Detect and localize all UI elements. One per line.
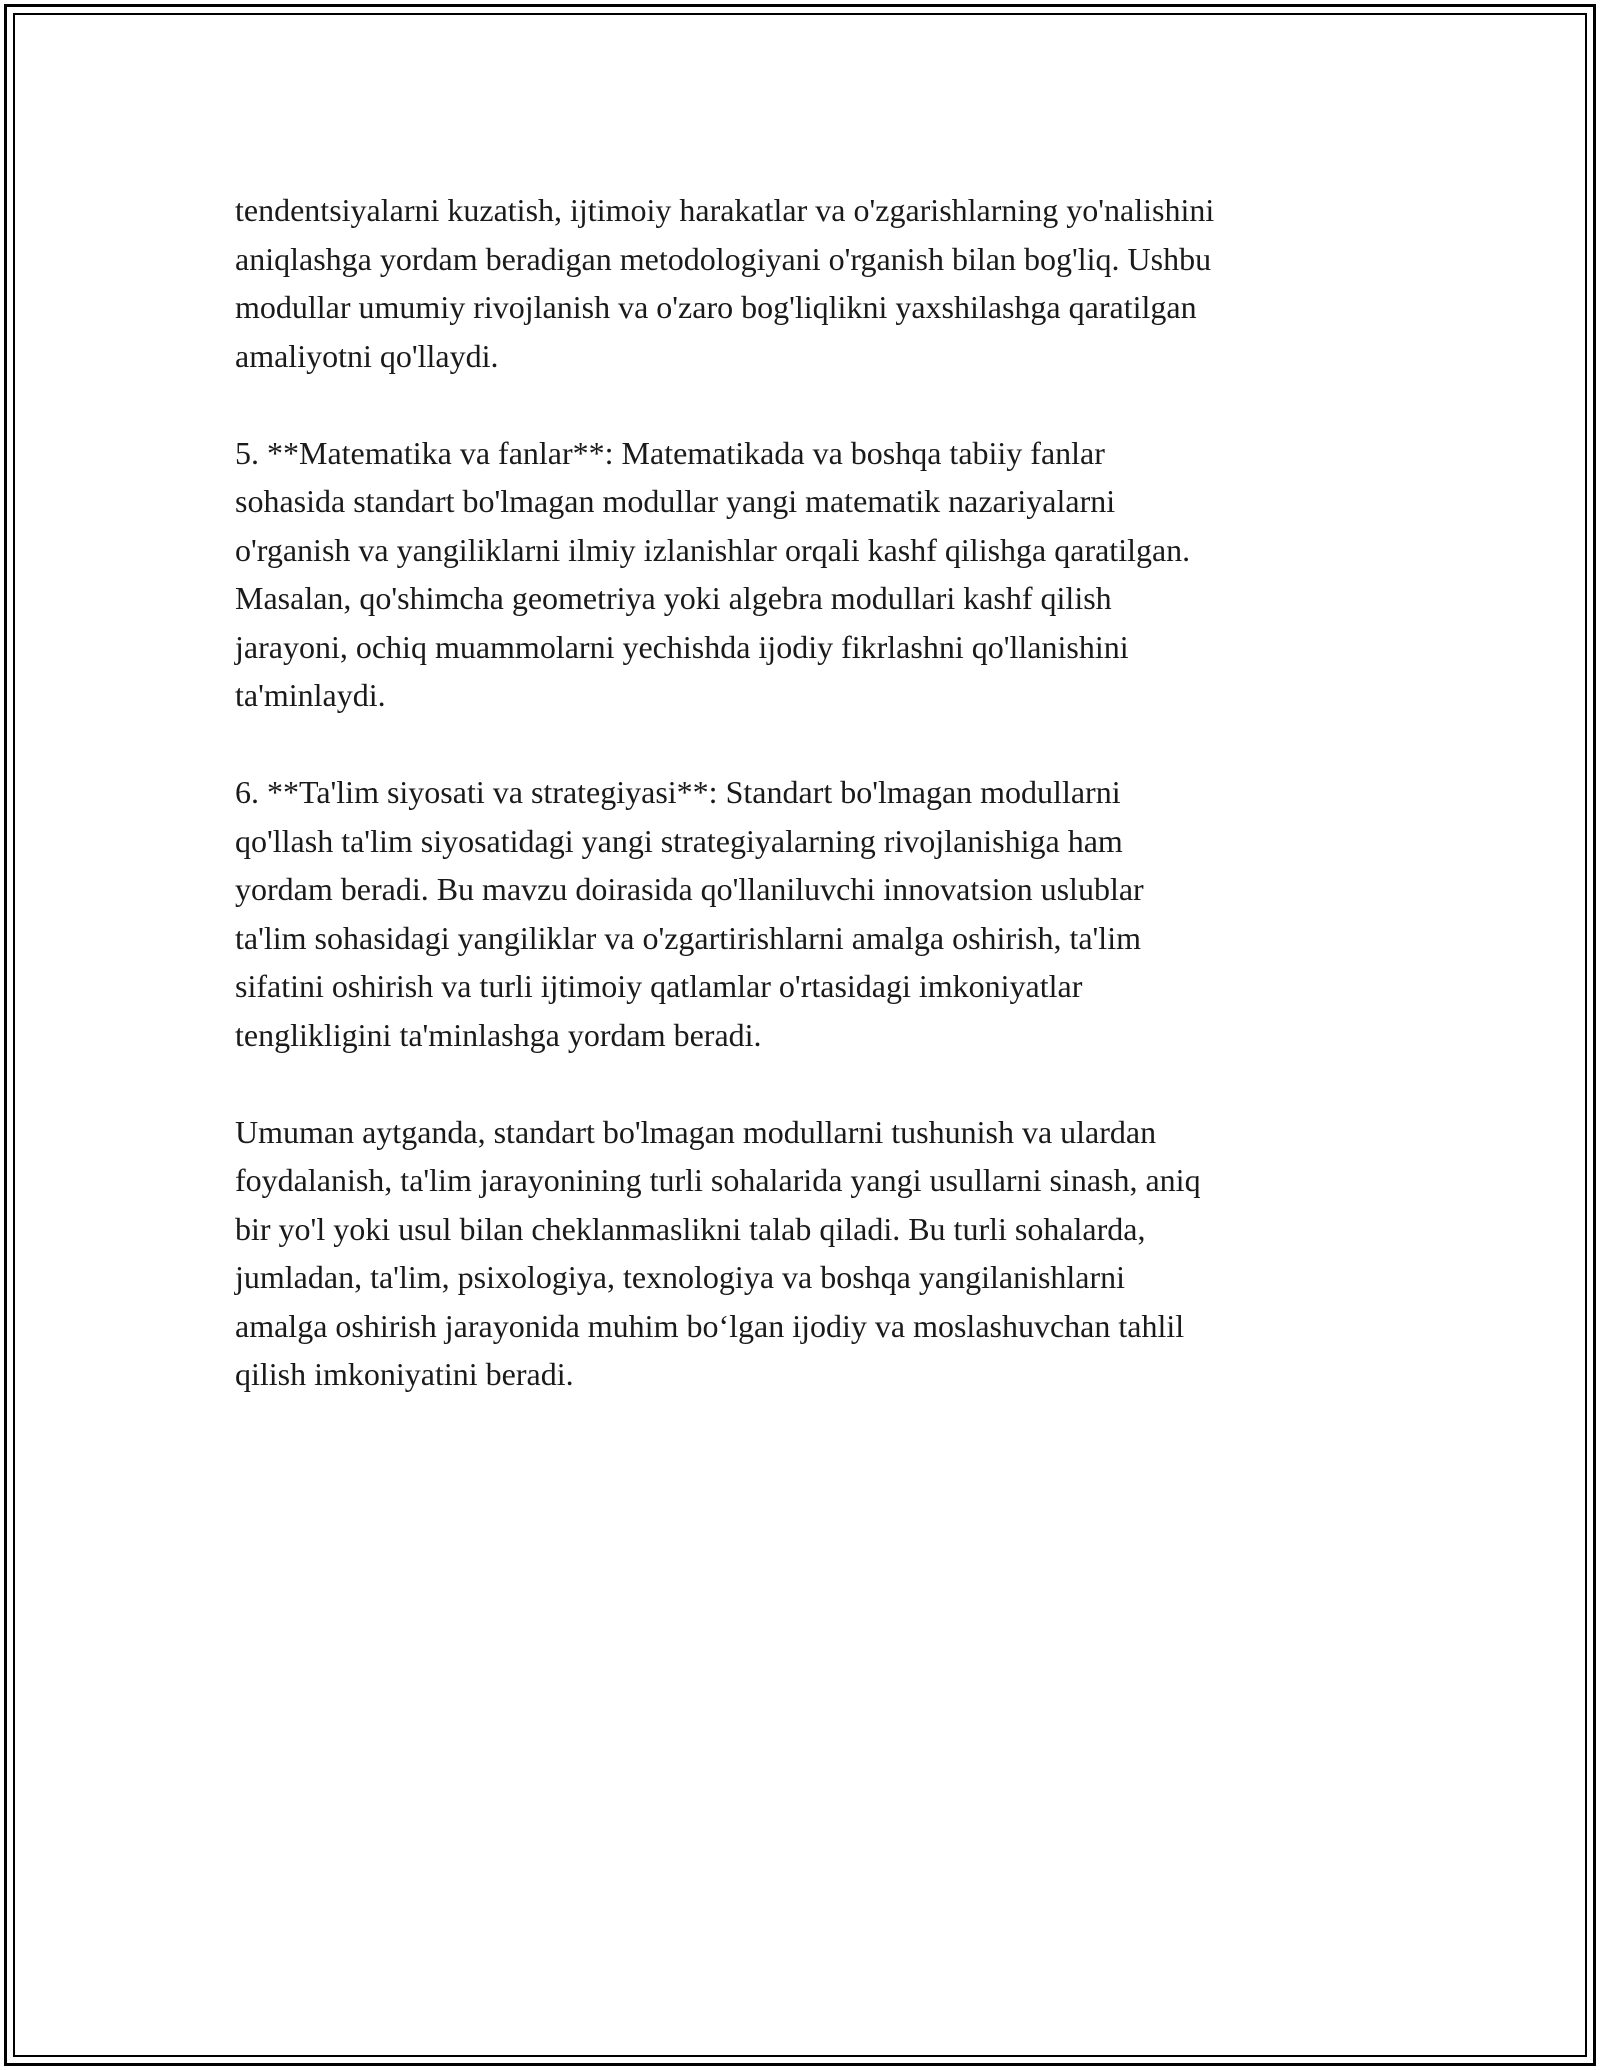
text-line: jumladan, ta'lim, psixologiya, texnologiya va boshqa yangilanishlarni: [235, 1259, 1126, 1295]
text-line: qilish imkoniyatini beradi.: [235, 1356, 574, 1392]
text-line: modullar umumiy rivojlanish va o'zaro bog'liqlikni yaxshilashga qaratilgan: [235, 289, 1197, 325]
document-body: [235, 186, 1375, 1447]
text-line: amalga oshirish jarayonida muhim bo‘lgan ijodiy va moslashuvchan tahlil: [235, 1307, 1185, 1344]
text-line: tenglikligini ta'minlashga yordam beradi.: [235, 1016, 762, 1053]
text-line: bir yo'l yoki usul bilan cheklanmaslikni talab qiladi. Bu turli sohalarda,: [235, 1210, 1146, 1247]
text-line: aniqlashga yordam beradigan metodologiyani o'rganish bilan bog'liq. Ushbu: [235, 240, 1212, 277]
text-line: o'rganish va yangiliklarni ilmiy izlanishlar orqali kashf qilishga qaratilgan.: [235, 531, 1191, 568]
text-line: 5. **Matematika va fanlar**: Matematikada va boshqa tabiiy fanlar: [235, 434, 1105, 471]
text-line: Umuman aytganda, standart bo'lmagan modullarni tushunish va ulardan: [235, 1113, 1157, 1150]
paragraph-conclusion: [235, 1108, 1375, 1399]
text-line: ta'minlaydi.: [235, 677, 386, 713]
text-line: tendentsiyalarni kuzatish, ijtimoiy harakatlar va o'zgarishlarning yo'nalishini: [235, 192, 1215, 228]
paragraph-methodology: [235, 186, 1375, 380]
text-line: 6. **Ta'lim siyosati va strategiyasi**: Standart bo'lmagan modullarni: [235, 774, 1121, 810]
text-line: Masalan, qo'shimcha geometriya yoki algebra modullari kashf qilish: [235, 580, 1112, 616]
text-line: sohasida standart bo'lmagan modullar yangi matematik nazariyalarni: [235, 483, 1116, 519]
text-line: sifatini oshirish va turli ijtimoiy qatlamlar o'rtasidagi imkoniyatlar: [235, 968, 1083, 1004]
text-line: jarayoni, ochiq muammolarni yechishda ijodiy fikrlashni qo'llanishini: [235, 628, 1129, 665]
text-line: foydalanish, ta'lim jarayonining turli sohalarida yangi usullarni sinash, aniq: [235, 1162, 1201, 1198]
text-line: qo'llash ta'lim siyosatidagi yangi strategiyalarning rivojlanishiga ham: [235, 822, 1123, 859]
paragraph-mathematics: [235, 429, 1375, 720]
text-line: amaliyotni qo'llaydi.: [235, 337, 499, 374]
paragraph-education-policy: [235, 768, 1375, 1059]
text-line: yordam beradi. Bu mavzu doirasida qo'llaniluvchi innovatsion uslublar: [235, 871, 1144, 907]
text-line: ta'lim sohasidagi yangiliklar va o'zgartirishlarni amalga oshirish, ta'lim: [235, 919, 1141, 956]
